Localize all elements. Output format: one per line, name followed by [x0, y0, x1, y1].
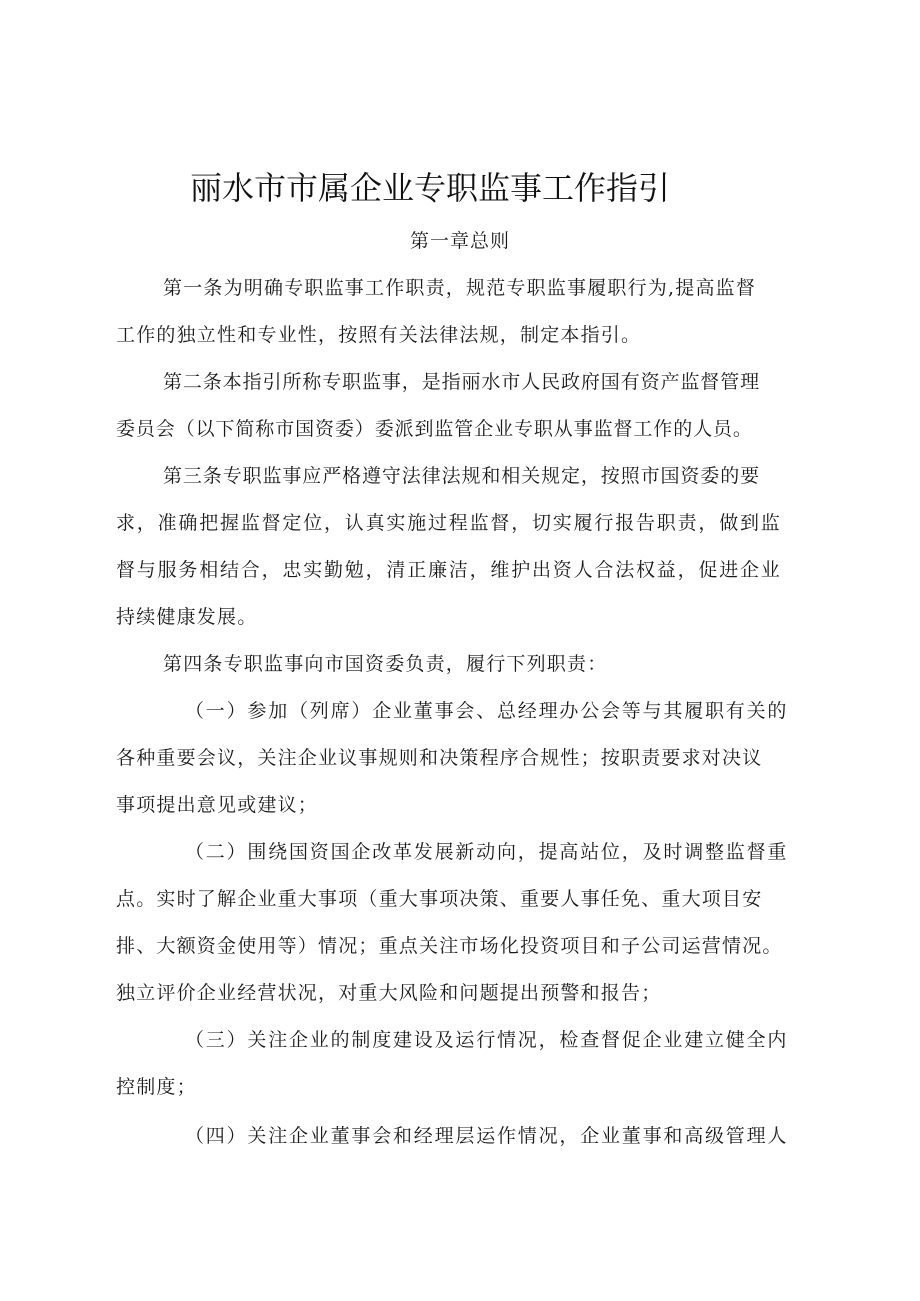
paragraph-line: 第一条为明确专职监事工作职责，规范专职监事履职行为,提高监督: [163, 277, 757, 299]
paragraph-line: 控制度；: [116, 1076, 197, 1098]
paragraph-line: 第二条本指引所称专职监事，是指丽水市人民政府国有资产监督管理: [163, 371, 761, 393]
paragraph-line: （四）关注企业董事会和经理层运作情况，企业董事和高级管理人: [185, 1125, 789, 1147]
paragraph-line: （三）关注企业的制度建设及运行情况，检查督促企业建立健全内: [185, 1029, 789, 1051]
document-title: 丽水市市属企业专职监事工作指引: [189, 169, 670, 207]
paragraph-line: 督与服务相结合，忠实勤勉，清正廉洁，维护出资人合法权益，促进企业: [116, 559, 782, 581]
paragraph-line: （二）围绕国资国企改革发展新动向，提高站位，及时调整监督重: [185, 841, 789, 863]
paragraph-line: 独立评价企业经营状况，对重大风险和问题提出预警和报告；: [116, 982, 662, 1004]
paragraph-line: 事项提出意见或建议；: [116, 794, 319, 816]
paragraph-line: 各种重要会议，关注企业议事规则和决策程序合规性；按职责要求对决议: [116, 747, 763, 769]
paragraph-line: 委员会（以下简称市国资委）委派到监管企业专职从事监督工作的人员。: [116, 418, 753, 440]
paragraph-line: 第四条专职监事向市国资委负责，履行下列职责：: [163, 653, 608, 675]
paragraph-line: 点。实时了解企业重大事项（重大事项决策、重要人事任免、重大项目安: [116, 888, 763, 910]
paragraph-line: （一）参加（列席）企业董事会、总经理办公会等与其履职有关的: [185, 700, 789, 722]
paragraph-line: 排、大额资金使用等）情况；重点关注市场化投资项目和子公司运营情况。: [116, 935, 783, 957]
paragraph-line: 持续健康发展。: [116, 606, 258, 628]
paragraph-line: 第三条专职监事应严格遵守法律法规和相关规定，按照市国资委的要: [163, 465, 761, 487]
paragraph-line: 求，准确把握监督定位，认真实施过程监督，切实履行报告职责，做到监: [116, 512, 782, 534]
paragraph-line: 工作的独立性和专业性，按照有关法律法规，制定本指引。: [116, 324, 642, 346]
chapter-heading: 第一章总则: [409, 230, 510, 252]
